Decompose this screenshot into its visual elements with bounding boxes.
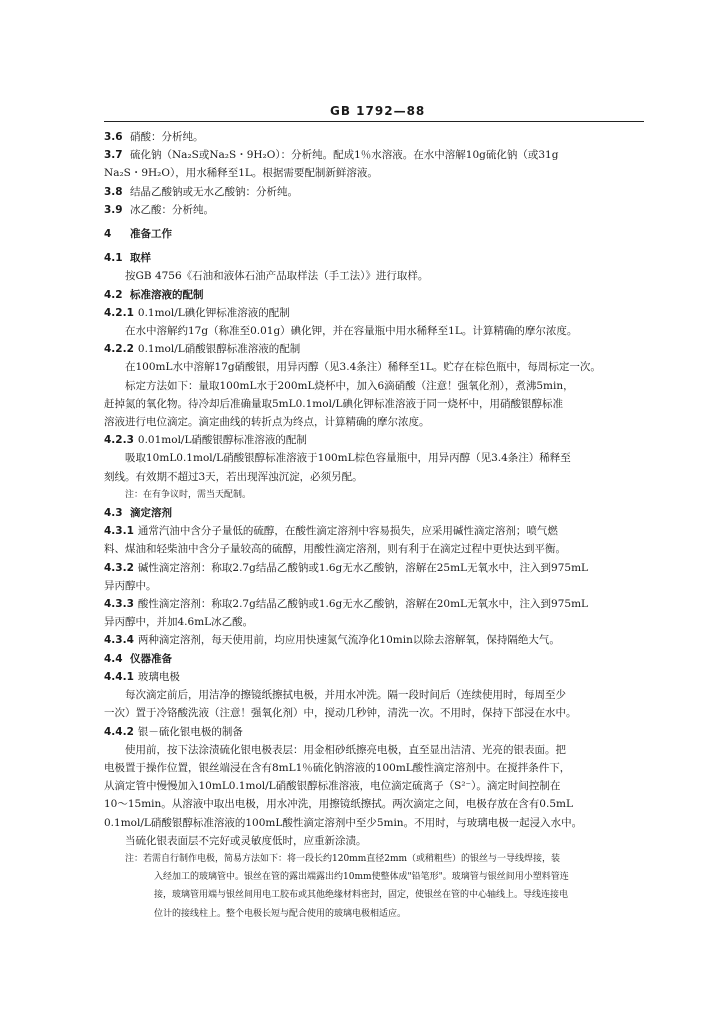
- clause-number: 4.4: [104, 652, 123, 665]
- clause-line: [104, 559, 646, 577]
- clause-line: [104, 723, 646, 741]
- clause-text: 滴定溶剂: [130, 507, 172, 520]
- clause-number: 4.2.2: [104, 343, 134, 356]
- note-line: 注：若需自行制作电极，简易方法如下：将一段长约120mm直径2mm（或稍粗些）的银丝与一导线焊接，装: [125, 853, 561, 864]
- body-line: 使用前，按下法涂渍硫化银电极表层：用金相砂纸擦亮电极，直至显出洁清、光亮的银表面。把: [125, 743, 566, 756]
- clause-line: [104, 201, 646, 219]
- clause-line: [104, 431, 646, 449]
- body-line: 从滴定管中慢慢加入10mL0.1mol/L硝酸银醇标准溶液，电位滴定硫离子（S²⁻）。滴定时间控制在: [104, 780, 561, 793]
- clause-line: [104, 631, 646, 649]
- clause-text: 银－硫化银电极的制备: [137, 725, 243, 738]
- clause-number: 4.3.1: [104, 525, 134, 538]
- clause-text: 硝酸：分析纯。: [130, 131, 204, 143]
- clause-text: 酸性滴定溶剂：称取2.7g结晶乙酸钠或1.6g无水乙酸钠，溶解在20mL无氧水中，注入到975mL: [137, 598, 589, 611]
- clause-number: 3.6: [104, 131, 123, 143]
- body-line: Na₂S・9H₂O），用水稀释至1L。根据需要配制新鲜溶液。: [104, 167, 378, 180]
- clause-text: 两种滴定溶剂，每天使用前，均应用快速氮气流净化10min以除去溶解氧，保持隔绝大气。: [137, 634, 560, 647]
- body-line: 0.1mol/L硝酸银醇标准溶液的100mL酸性滴定溶剂中至少5min。不用时，与玻璃电极一起浸入水中。: [104, 816, 583, 829]
- clause-line: [104, 304, 646, 322]
- note-line: 入经加工的玻璃管中。银丝在管的露出端露出约10mm使整体成"铅笔形"。玻璃管与银丝间用小塑料管连: [154, 872, 569, 883]
- clause-text: 0.1mol/L硝酸银醇标准溶液的配制: [137, 343, 301, 356]
- clause-number: 4.3.4: [104, 634, 134, 647]
- body-line: 按GB 4756《石油和液体石油产品取样法（手工法）》进行取样。: [125, 270, 429, 283]
- clause-line: [104, 146, 646, 164]
- body-line: 标定方法如下：量取100mL水于200mL烧杯中，加入6滴硝酸（注意！强氧化剂），煮沸5min，: [125, 379, 574, 392]
- section-heading: [104, 650, 646, 668]
- standard-number-header: GB 1792—88: [330, 104, 426, 118]
- clause-text: 0.1mol/L碘化钾标准溶液的配制: [137, 306, 290, 319]
- body-line: 异丙醇中，并加4.6mL冰乙酸。: [104, 616, 254, 629]
- body-line: 吸取10mL0.1mol/L硝酸银醇标准溶液于100mL棕色容量瓶中，用异丙醇（见3.4条注）稀释至: [125, 452, 571, 465]
- body-line: 一次）置于冷铬酸洗液（注意！强氧化剂）中，搅动几秒钟，清洗一次。不用时，保持下部浸在水中。: [104, 707, 577, 720]
- body-line: 电极置于操作位置，银丝端浸在含有8mL1％硫化钠溶液的100mL酸性滴定溶剂中。在搅拌条件下，: [104, 761, 571, 774]
- body-line: 每次滴定前后，用洁净的擦镜纸擦拭电极，并用水冲洗。隔一段时间后（连续使用时，每周至少: [125, 689, 566, 702]
- clause-text: 标准溶液的配制: [130, 288, 204, 301]
- clause-number: 4.3.2: [104, 561, 134, 574]
- clause-number: 4.4.2: [104, 725, 134, 738]
- body-line: 刻线。有效期不超过3天，若出现浑浊沉淀，必须另配。: [104, 470, 363, 483]
- section-heading: [104, 286, 646, 304]
- clause-number: 4: [104, 228, 112, 241]
- clause-text: 仪器准备: [130, 652, 172, 665]
- note-line: 位计的接线柱上。整个电极长短与配合使用的玻璃电极相适应。: [154, 908, 407, 919]
- header-rule: [104, 121, 644, 122]
- body-line: 在100mL水中溶解17g硝酸银，用异丙醇（见3.4条注）稀释至1L。贮存在棕色瓶中，每周标定一次。: [125, 361, 601, 374]
- clause-number: 4.1: [104, 252, 123, 265]
- body-line: 溶液进行电位滴定。滴定曲线的转折点为终点，计算精确的摩尔浓度。: [104, 416, 430, 429]
- clause-number: 3.8: [104, 185, 123, 198]
- clause-text: 通常汽油中含分子量低的硫醇，在酸性滴定溶剂中容易损失，应采用碱性滴定溶剂；喷气燃: [137, 525, 558, 538]
- clause-line: [104, 340, 646, 358]
- clause-text: 准备工作: [130, 228, 172, 241]
- clause-text: 硫化钠（Na₂S或Na₂S・9H₂O）：分析纯。配成1％水溶液。在水中溶解10g硫化钠（或31g: [130, 149, 559, 162]
- note-line: 注：在有争议时，需当天配制。: [125, 489, 252, 500]
- clause-text: 玻璃电极: [137, 670, 180, 683]
- body-line: 10～15min。从溶液中取出电极，用水冲洗，用擦镜纸擦拭。两次滴定之间，电极存放在含有0.5mL: [104, 798, 573, 811]
- clause-line: [104, 668, 646, 686]
- clause-number: 4.2: [104, 288, 123, 301]
- clause-text: 结晶乙酸钠或无水乙酸钠：分析纯。: [130, 185, 298, 198]
- clause-number: 4.2.1: [104, 306, 134, 319]
- body-line: 赶掉氮的氧化物。待冷却后准确量取5mL0.1mol/L碘化钾标准溶液于同一烧杯中，用硝酸银醇标准: [104, 397, 563, 410]
- body-line: 当硫化银表面层不完好或灵敏度低时，应重新涂渍。: [125, 834, 367, 847]
- clause-line: [104, 128, 646, 146]
- section-heading: [104, 249, 646, 267]
- body-line: 料、煤油和轻柴油中含分子量较高的硫醇，用酸性滴定溶剂，则有利于在滴定过程中更快达到平衡。: [104, 543, 566, 556]
- clause-line: [104, 522, 646, 540]
- clause-text: 取样: [130, 252, 151, 265]
- note-line: 接，玻璃管用端与银丝间用电工胶布或其他绝缘材料密封，固定，使银丝在管的中心轴线上。导线连接电: [154, 890, 569, 901]
- body-line: 异丙醇中。: [104, 579, 157, 592]
- clause-number: 3.9: [104, 203, 123, 216]
- clause-line: [104, 595, 646, 613]
- body-line: 在水中溶解约17g（称准至0.01g）碘化钾，并在容量瓶中用水稀释至1L。计算精确的摩尔浓度。: [125, 325, 578, 338]
- clause-line: [104, 183, 646, 201]
- clause-number: 4.3: [104, 507, 123, 520]
- section-heading: [104, 504, 646, 522]
- clause-number: 3.7: [104, 149, 123, 162]
- clause-text: 0.01mol/L硝酸银醇标准溶液的配制: [137, 434, 307, 447]
- clause-text: 碱性滴定溶剂：称取2.7g结晶乙酸钠或1.6g无水乙酸钠，溶解在25mL无氧水中，注入到975mL: [137, 561, 589, 574]
- document-body: [104, 128, 646, 923]
- clause-number: 4.3.3: [104, 598, 134, 611]
- clause-text: 冰乙酸：分析纯。: [130, 203, 214, 216]
- clause-number: 4.4.1: [104, 670, 134, 683]
- clause-number: 4.2.3: [104, 434, 134, 447]
- section-heading: [104, 225, 646, 243]
